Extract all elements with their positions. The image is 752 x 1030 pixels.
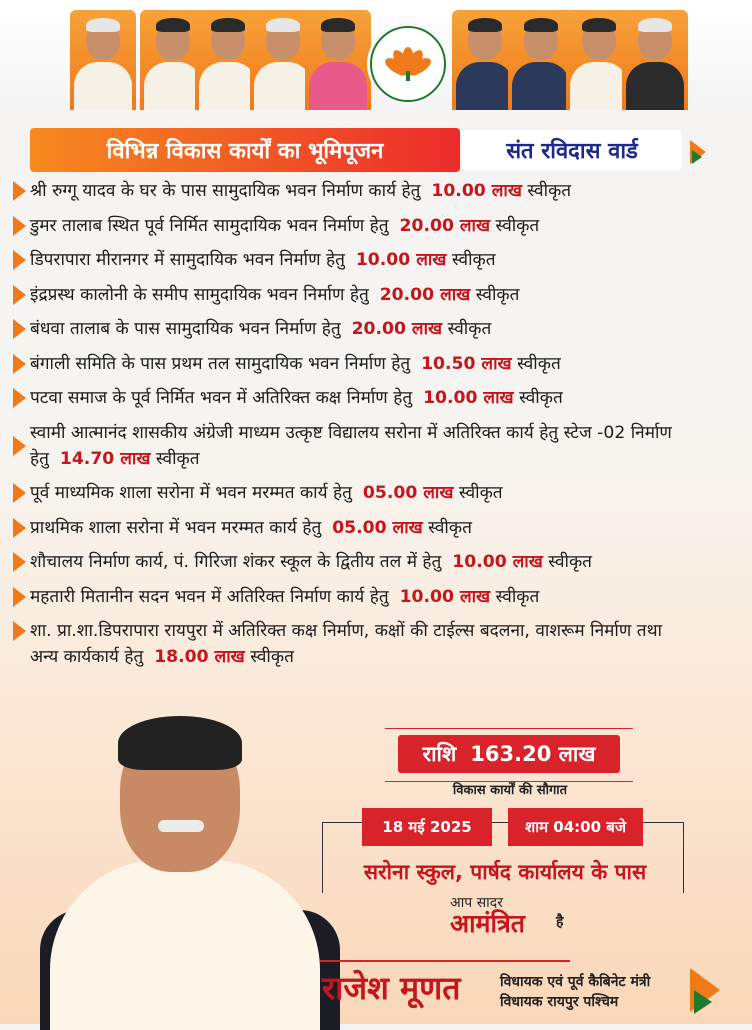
divider — [320, 960, 570, 962]
works-list — [8, 178, 748, 679]
title-banner: विभिन्न विकास कार्यों का भूमिपूजन — [30, 128, 460, 172]
event-date: 18 मई 2025 — [362, 808, 492, 846]
chevron-right-icon — [8, 248, 30, 272]
designation-line-1: विधायक एवं पूर्व कैबिनेट मंत्री — [500, 974, 651, 990]
list-item: पटवा समाज के पूर्व निर्मित भवन में अतिरिक्त कक्ष निर्माण हेतु 10.00 लाख स्वीकृत — [8, 385, 748, 411]
event-time: शाम 04:00 बजे — [508, 808, 643, 846]
triangle-logo-icon — [694, 990, 712, 1014]
leader-photo — [305, 10, 371, 110]
leader-photo — [508, 10, 574, 110]
invite-suffix: है — [556, 914, 564, 930]
chevron-right-icon — [8, 352, 30, 376]
invite-heading: आमंत्रित — [450, 909, 526, 938]
chevron-right-icon — [8, 434, 30, 458]
list-item: श्री रुग्गू यादव के घर के पास सामुदायिक भवन निर्माण कार्य हेतु 10.00 लाख स्वीकृत — [8, 178, 748, 204]
list-item: बंगाली समिति के पास प्रथम तल सामुदायिक भवन निर्माण हेतु 10.50 लाख स्वीकृत — [8, 351, 748, 377]
chevron-right-icon — [8, 179, 30, 203]
list-item: इंद्रप्रस्थ कालोनी के समीप सामुदायिक भवन निर्माण हेतु 20.00 लाख स्वीकृत — [8, 282, 748, 308]
chevron-right-icon — [8, 214, 30, 238]
invite-text: आप सादर — [450, 895, 503, 911]
chevron-right-icon — [8, 585, 30, 609]
total-value: 163.20 लाख — [470, 742, 596, 766]
mla-name: राजेश मूणत — [322, 969, 461, 1007]
list-item: महतारी मितानीन सदन भवन में अतिरिक्त निर्माण कार्य हेतु 10.00 लाख स्वीकृत — [8, 584, 748, 610]
total-label: राशि — [422, 742, 457, 766]
chevron-right-icon — [8, 283, 30, 307]
list-item: डुमर तालाब स्थित पूर्व निर्मित सामुदायिक भवन निर्माण हेतु 20.00 लाख स्वीकृत — [8, 213, 748, 239]
list-item: बंधवा तालाब के पास सामुदायिक भवन निर्माण हेतु 20.00 लाख स्वीकृत — [8, 316, 748, 342]
lotus-icon — [370, 26, 446, 102]
chevron-right-icon — [8, 516, 30, 540]
list-item: शा. प्रा.शा.डिपरापारा रायपुरा में अतिरिक्त कक्ष निर्माण, कक्षों की टाईल्स बदलना, वाशरूम निर्माण तथा अन्य कार्यकार्य हेतु 18.00 लाख स्वीकृत — [8, 618, 748, 670]
designation-line-2: विधायक रायपुर पश्चिम — [500, 994, 619, 1010]
leaders-strip — [0, 0, 752, 115]
leader-photo — [70, 10, 136, 110]
chevron-right-icon — [8, 481, 30, 505]
leader-photo — [622, 10, 688, 110]
chevron-right-icon — [8, 386, 30, 410]
event-venue: सरोना स्कुल, पार्षद कार्यालय के पास — [363, 860, 647, 884]
total-caption: विकास कार्यों की सौगात — [452, 783, 568, 798]
list-item: पूर्व माध्यमिक शाला सरोना में भवन मरम्मत कार्य हेतु 05.00 लाख स्वीकृत — [8, 480, 748, 506]
chevron-right-icon — [8, 550, 30, 574]
triangle-logo-icon — [692, 150, 702, 164]
mla-portrait — [40, 710, 340, 1024]
list-item: प्राथमिक शाला सरोना में भवन मरम्मत कार्य हेतु 05.00 लाख स्वीकृत — [8, 515, 748, 541]
ward-title: संत रविदास वार्ड — [462, 130, 682, 170]
list-item: स्वामी आत्मानंद शासकीय अंग्रेजी माध्यम उत्कृष्ट विद्यालय सरोना में अतिरिक्त कार्य हेतु स्टेज -02 निर्माण हेतु 14.70 लाख स्वीकृत — [8, 420, 748, 472]
total-badge — [398, 735, 620, 773]
list-item: डिपरापारा मीरानगर में सामुदायिक भवन निर्माण हेतु 10.00 लाख स्वीकृत — [8, 247, 748, 273]
list-item: शौचालय निर्माण कार्य, पं. गिरिजा शंकर स्कूल के द्वितीय तल में हेतु 10.00 लाख स्वीकृत — [8, 549, 748, 575]
chevron-right-icon — [8, 317, 30, 341]
chevron-right-icon — [8, 619, 30, 643]
